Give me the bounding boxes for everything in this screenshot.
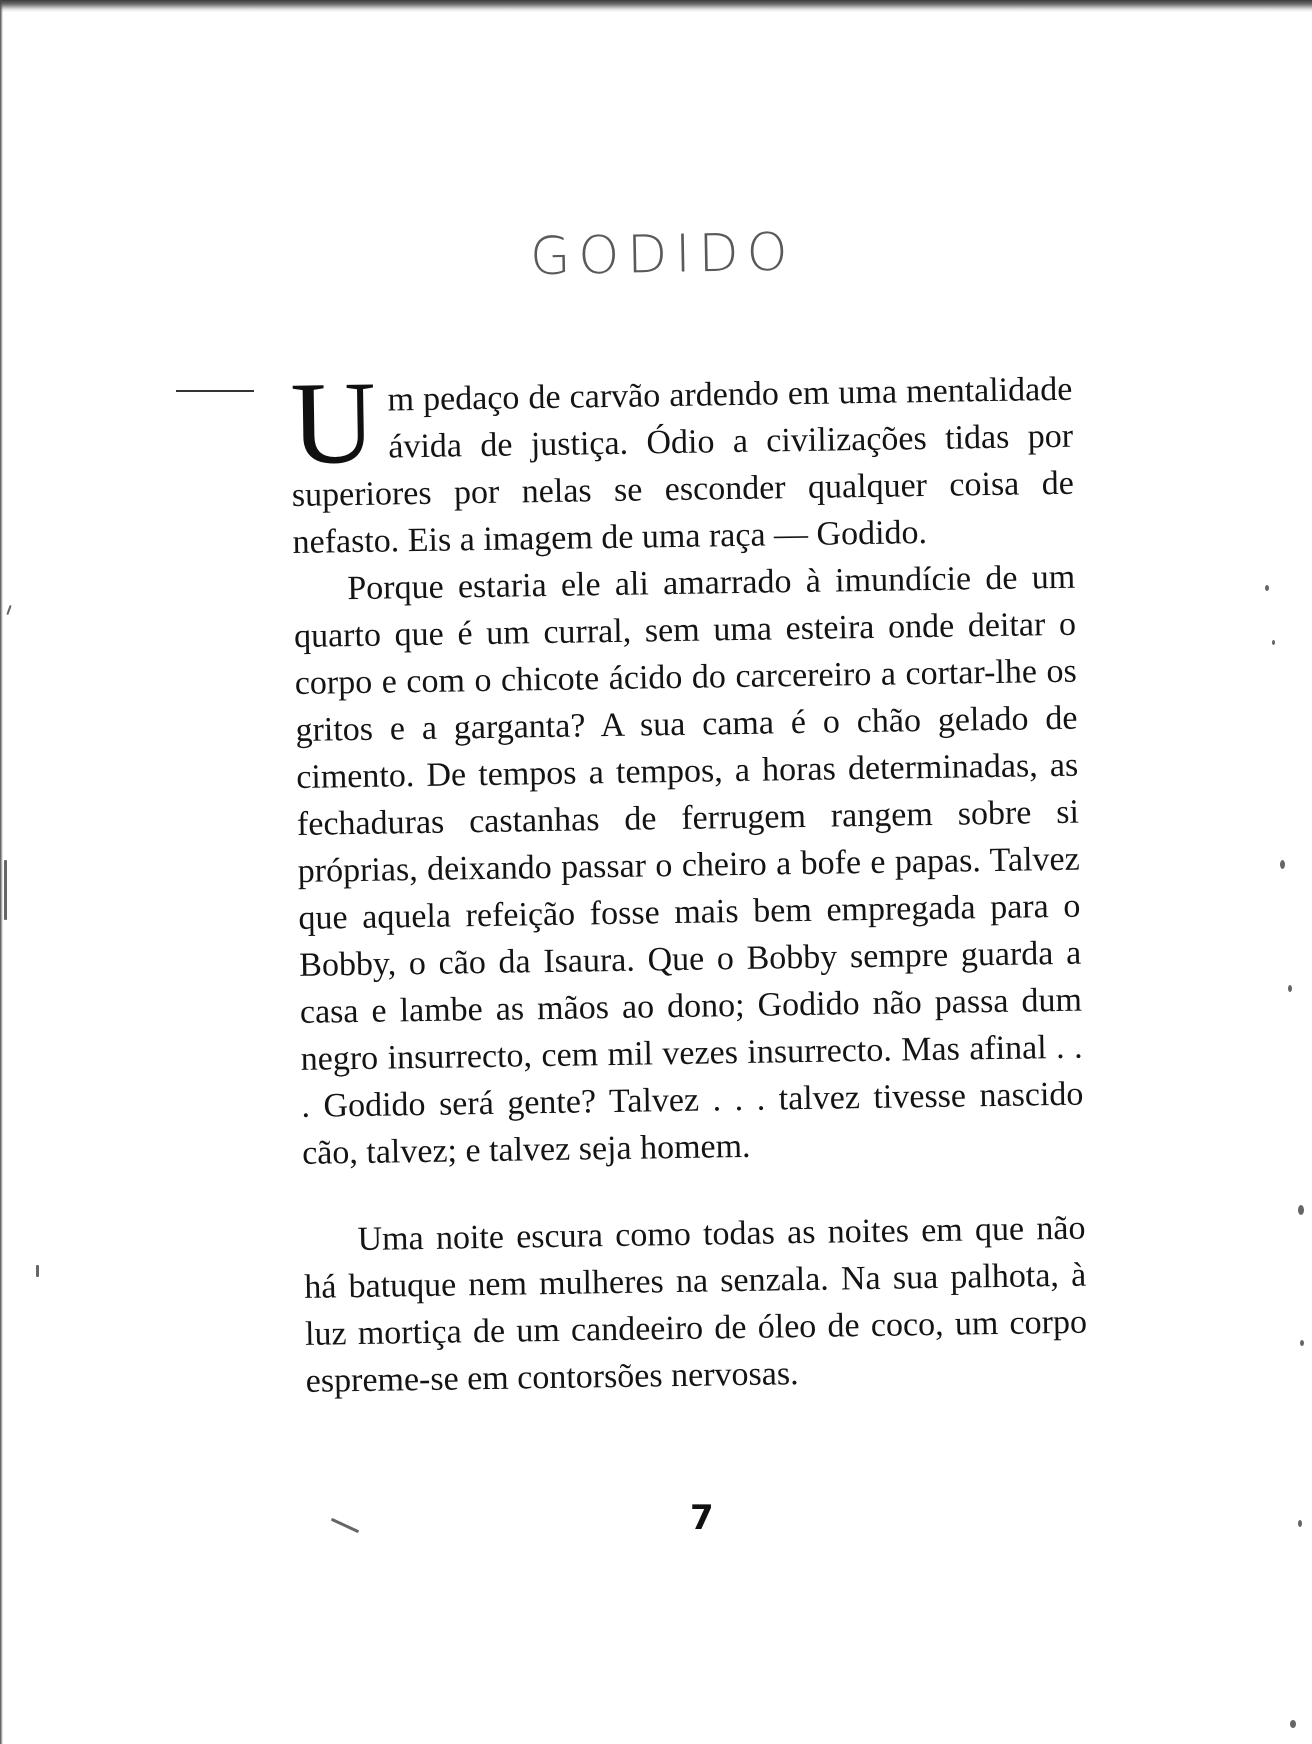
drop-cap: U bbox=[289, 356, 377, 489]
paragraph-2: Porque estaria ele ali amarrado à imundície de um quarto que é um curral, sem uma esteira onde deitar o corpo e com o chicote ácido do carcereiro a cortar-lhe os gritos e a garganta? A sua cama é o chão gelado de cimento. De tempos a tempos, a horas determinadas, as fechaduras castanhas de ferrugem rangem sobre si próprias, deixando passar o cheiro a bofe e papas. Talvez que aquela refeição fosse mais bem empregada para o Bobby, o cão da Isaura. Que o Bobby sempre guarda a casa e lambe as mãos ao dono; Godido não passa dum negro insurrecto, cem mil vezes insurrecto. Mas afinal . . . Godido será gente? Talvez . . . talvez tivesse nascido cão, talvez; e talvez seja homem. bbox=[293, 558, 1084, 1172]
margin-dash-mark bbox=[176, 390, 254, 392]
scan-speck bbox=[36, 1265, 39, 1277]
scan-speck bbox=[1298, 1205, 1304, 1215]
scan-speck bbox=[1290, 1720, 1296, 1728]
scan-speck bbox=[1300, 1340, 1304, 1346]
scan-speck bbox=[1265, 585, 1269, 591]
handwritten-title: GODIDO bbox=[529, 222, 797, 288]
scan-speck bbox=[1272, 640, 1275, 645]
scan-speck bbox=[331, 1518, 359, 1533]
scan-speck bbox=[4, 860, 7, 920]
body-text bbox=[289, 356, 1088, 1405]
page-left-edge-shadow bbox=[0, 0, 3, 1744]
page-number: 7 bbox=[690, 1498, 714, 1538]
scan-speck bbox=[1288, 985, 1292, 992]
scan-speck bbox=[6, 605, 11, 615]
scan-speck bbox=[1280, 860, 1285, 869]
paragraph-1-text: m pedaço de carvão ardendo em uma mentalidade ávida de justiça. Ódio a civilizações tidas por superiores por nelas se esconder qualquer coisa de nefasto. Eis a imagem de uma raça — Godido. bbox=[291, 370, 1075, 561]
scan-speck bbox=[1298, 1520, 1302, 1527]
paragraph-1 bbox=[289, 356, 1075, 566]
page-top-edge-shadow bbox=[0, 0, 1312, 12]
paragraph-3: Uma noite escura como todas as noites em que não há batuque nem mulheres na senzala. Na sua palhota, à luz mortiça de um candeeiro de óleo de coco, um corpo espreme-se em contorsões nervosas. bbox=[303, 1209, 1088, 1400]
